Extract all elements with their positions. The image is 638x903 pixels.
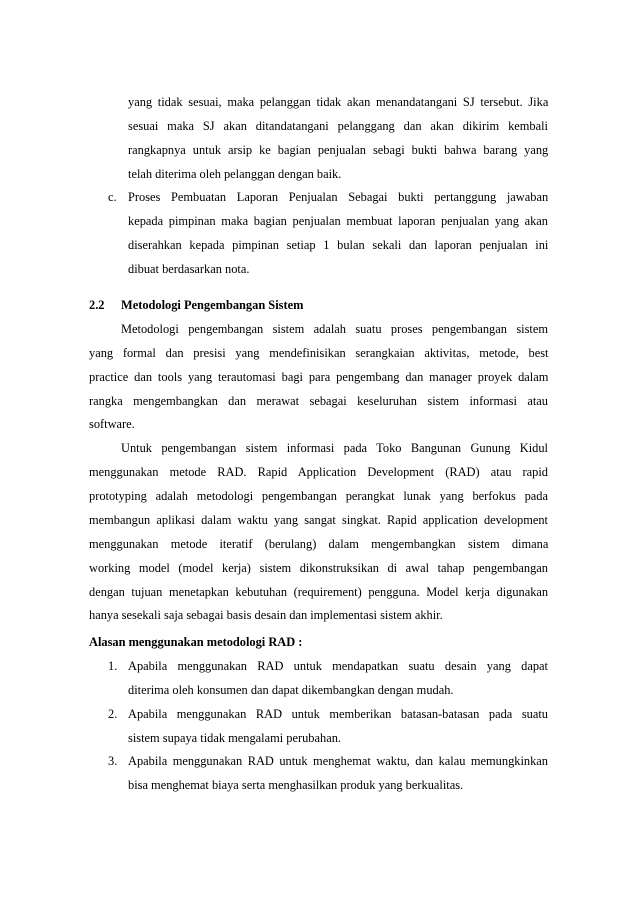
block-a-line-1: yang tidak sesuai, maka pelanggan tidak akan menandatangani SJ tersebut. Jika [128,95,549,109]
item-c-line-2: kepada pimpinan maka bagian penjualan membuat laporan penjualan yang akan [128,214,548,228]
item-c-line-1: Proses Pembuatan Laporan Penjualan Sebagai bukti pertanggung jawaban [128,190,549,204]
item-c-line-4: dibuat berdasarkan nota. [128,262,250,276]
para2-line-1: Untuk pengembangan sistem informasi pada Toko Bangunan Gunung Kidul [121,441,548,455]
para2-line-4: membangun aplikasi dalam waktu yang sangat singkat. Rapid application development [89,513,548,527]
block-a-line-2: sesuai maka SJ akan ditandatangani pelanggang dan akan dikirim kembali [128,119,548,133]
reason-3-marker: 3. [108,754,118,768]
section-title: Metodologi Pengembangan Sistem [121,298,304,312]
para2-line-8: hanya sesekali saja sebagai basis desain dan implementasi sistem akhir. [89,608,443,622]
para1-line-4: rangka mengembangkan dan merawat sebagai keseluruhan sistem informasi atau [89,394,548,408]
reason-1-line-2: diterima oleh konsumen dan dapat dikembangkan dengan mudah. [128,683,454,697]
reason-2-line-2: sistem supaya tidak mengalami perubahan. [128,731,341,745]
item-c-marker: c. [108,190,117,204]
para1-line-2: yang formal dan presisi yang mendefinisikan serangkaian aktivitas, metode, best [89,346,549,360]
reason-3-line-1: Apabila menggunakan RAD untuk menghemat waktu, dan kalau memungkinkan [128,754,548,768]
section-number: 2.2 [89,298,105,312]
reason-1-marker: 1. [108,659,118,673]
reason-2-line-1: Apabila menggunakan RAD untuk memberikan batasan-batasan pada suatu [128,707,548,721]
para2-line-2: menggunakan metode RAD. Rapid Application Development (RAD) atau rapid [89,465,548,479]
reason-1-line-1: Apabila menggunakan RAD untuk mendapatkan suatu desain yang dapat [128,659,548,673]
reason-2-marker: 2. [108,707,118,721]
para1-line-3: practice dan tools yang terautomasi bagi para pengembang dan manager proyek dalam [89,370,549,384]
para2-line-6: working model (model kerja) sistem dikonstruksikan di awal tahap pengembangan [89,561,548,575]
reason-3-line-2: bisa menghemat biaya serta menghasilkan produk yang berkualitas. [128,778,464,792]
para1-line-1: Metodologi pengembangan sistem adalah suatu proses pengembangan sistem [121,322,548,336]
block-a-line-3: rangkapnya untuk arsip ke bagian penjualan sebagi bukti bahwa barang yang [128,143,549,157]
para2-line-3: prototyping adalah metodologi pengembangan perangkat lunak yang berfokus pada [89,489,548,503]
para1-line-5: software. [89,417,135,431]
para2-line-7: dengan tujuan menetapkan kebutuhan (requirement) pengguna. Model kerja digunakan [89,585,549,599]
reasons-heading: Alasan menggunakan metodologi RAD : [89,635,303,649]
para2-line-5: menggunakan metode iteratif (berulang) dalam mengembangkan sistem dimana [89,537,549,551]
item-c-line-3: diserahkan kepada pimpinan setiap 1 bulan sekali dan laporan penjualan ini [128,238,549,252]
block-a-line-4: telah diterima oleh pelanggan dengan baik. [128,167,342,181]
